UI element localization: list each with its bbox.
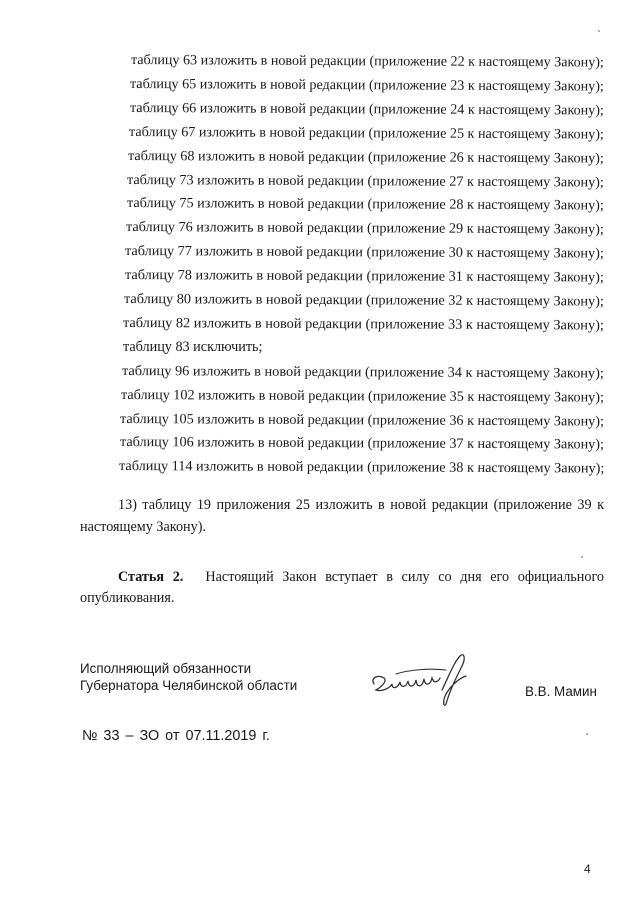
item-13-text: 13) таблицу 19 приложения 25 изложить в новой редакции (приложение 39 к настоящему Закону). [80, 497, 604, 535]
amendment-line: таблицу 67 изложить в новой редакции (приложение 25 к настоящему Закону); [128, 124, 604, 143]
amendment-line: таблицу 63 изложить в новой редакции (приложение 22 к настоящему Закону); [130, 52, 604, 71]
signatory-role-line-2: Губернатора Челябинской области [80, 678, 298, 693]
amendment-line: таблицу 77 изложить в новой редакции (приложение 30 к настоящему Закону); [124, 243, 604, 262]
item-13-paragraph [80, 494, 604, 538]
scan-speck [598, 30, 600, 32]
amendment-line: таблицу 82 изложить в новой редакции (приложение 33 к настоящему Закону); [122, 315, 604, 334]
amendment-line: таблицу 80 изложить в новой редакции (приложение 32 к настоящему Закону); [123, 291, 604, 310]
scan-speck [586, 733, 588, 735]
signatory-role [80, 660, 297, 694]
amendment-line: таблицу 78 изложить в новой редакции (приложение 31 к настоящему Закону); [124, 267, 604, 286]
handwritten-signature [368, 648, 478, 710]
signatory-role-line-1: Исполняющий обязанности [80, 661, 252, 676]
amendment-line: таблицу 76 изложить в новой редакции (приложение 29 к настоящему Закону); [125, 219, 604, 238]
article-2-title: Статья 2. [118, 569, 184, 585]
amendment-line: таблицу 106 изложить в новой редакции (приложение 37 к настоящему Закону); [119, 434, 604, 453]
law-number: № 33 – ЗО от 07.11.2019 г. [82, 728, 270, 744]
amendment-line: таблицу 66 изложить в новой редакции (приложение 24 к настоящему Закону); [129, 100, 604, 119]
amendment-line: таблицу 114 изложить в новой редакции (приложение 38 к настоящему Закону); [118, 458, 605, 477]
amendment-line: таблицу 68 изложить в новой редакции (приложение 26 к настоящему Закону); [127, 148, 604, 167]
amendment-line: таблицу 83 исключить; [123, 339, 263, 355]
amendment-line: таблицу 75 изложить в новой редакции (приложение 28 к настоящему Закону); [126, 195, 604, 214]
amendment-line: таблицу 73 изложить в новой редакции (приложение 27 к настоящему Закону); [126, 172, 604, 191]
amendment-line: таблицу 102 изложить в новой редакции (приложение 35 к настоящему Закону); [120, 387, 604, 406]
amendment-line: таблицу 105 изложить в новой редакции (приложение 36 к настоящему Закону); [119, 411, 604, 430]
amendment-line: таблицу 65 изложить в новой редакции (приложение 23 к настоящему Закону); [129, 76, 604, 95]
article-2 [80, 567, 604, 609]
scan-speck [581, 556, 583, 558]
article-2-text: Настоящий Закон вступает в силу со дня его официального опубликования. [80, 569, 605, 606]
signatory-name: В.В. Мамин [525, 684, 597, 699]
amendment-line: таблицу 96 изложить в новой редакции (приложение 34 к настоящему Закону); [121, 363, 604, 382]
page-number: 4 [584, 862, 591, 876]
